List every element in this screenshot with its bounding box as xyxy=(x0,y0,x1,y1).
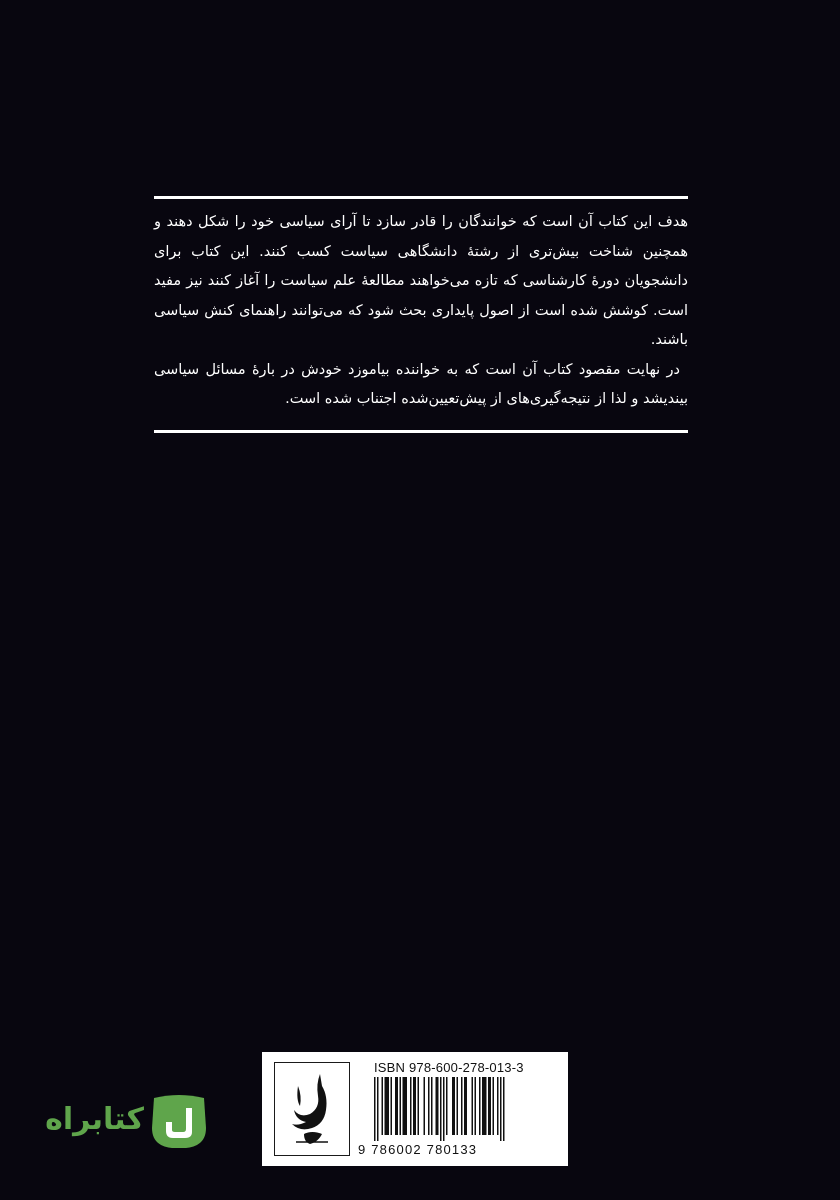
ketabrah-logo xyxy=(40,1092,210,1152)
blurb-paragraph-2: در نهایت مقصود کتاب آن است که به خواننده بیاموزد خودش در بارهٔ مسائل سیاسی بیندیشد و لذا از نتیجه‌گیری‌های از پیش‌تعیین‌شده اجتناب شده است. xyxy=(154,361,688,407)
top-divider xyxy=(154,196,688,199)
ketabrah-wordmark: کتابراه xyxy=(45,1102,144,1137)
barcode-digits: 9 786002 780133 xyxy=(358,1142,478,1157)
ketabrah-logo-icon xyxy=(148,1092,210,1150)
blurb-text xyxy=(154,208,688,415)
blurb-paragraph-1: هدف این کتاب آن است که خوانندگان را قادر سازد تا آرای سیاسی خود را شکل دهند و همچنین شناخت بیش‌تری از رشتهٔ دانشگاهی سیاست کسب کنند. این کتاب برای دانشجویان دورهٔ کارشناسی که تازه می‌خواهند مطالعهٔ علم سیاست را آغاز کنند نیز مفید است. کوشش شده است از اصول پایداری بحث شود که می‌توانند راهنمای کنش سیاسی باشند. xyxy=(154,214,688,348)
isbn-barcode-panel xyxy=(262,1052,568,1166)
bottom-divider xyxy=(154,430,688,433)
back-cover-blurb xyxy=(154,196,688,436)
publisher-emblem xyxy=(274,1062,350,1156)
barcode-bars xyxy=(374,1077,560,1141)
phoenix-emblem-icon xyxy=(278,1066,345,1151)
isbn-label: ISBN 978-600-278-013-3 xyxy=(374,1060,524,1075)
